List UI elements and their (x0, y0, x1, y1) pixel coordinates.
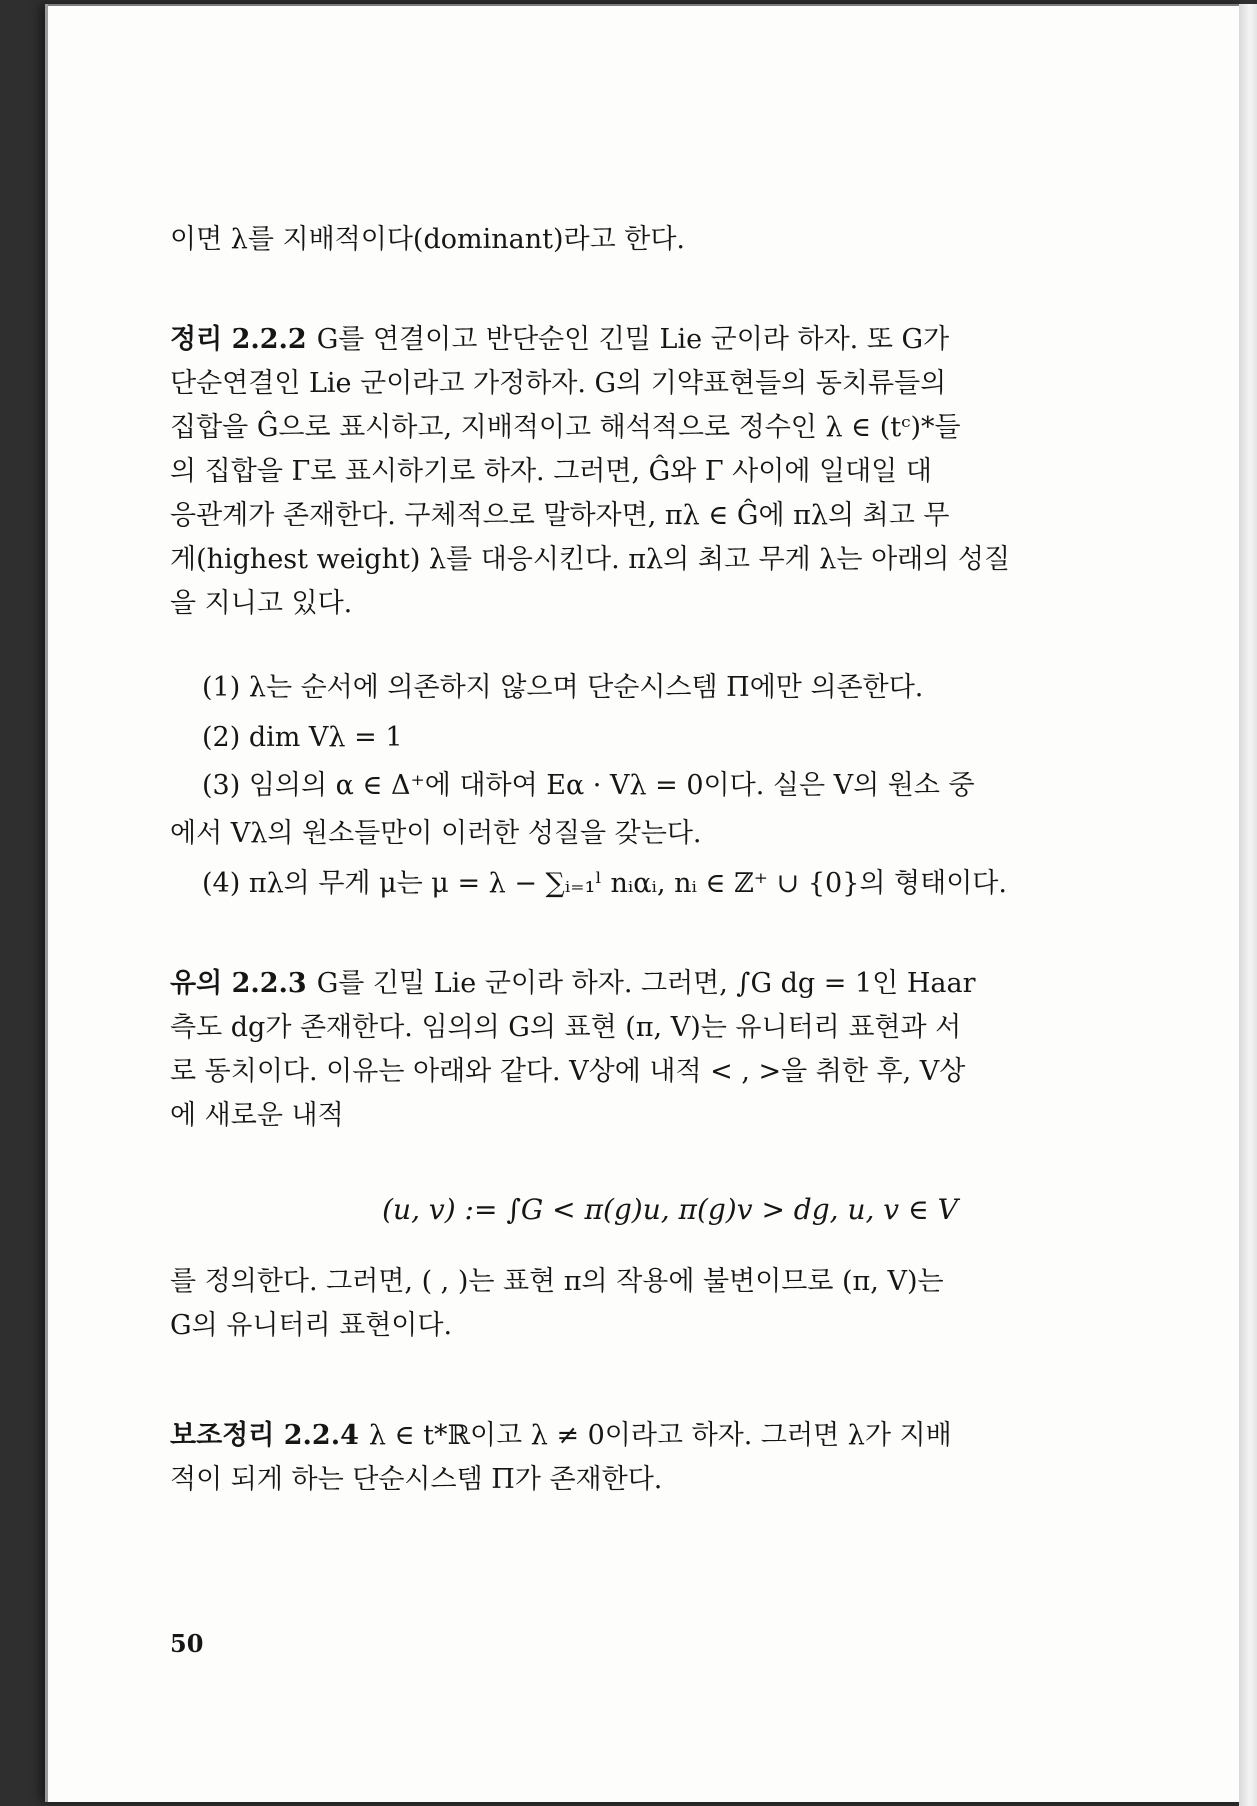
theorem-item-2: (2) dim Vλ = 1 (202, 722, 403, 753)
theorem-line: 응관계가 존재한다. 구체적으로 말하자면, πλ ∈ Ĝ에 πλ의 최고 무 (170, 500, 950, 531)
remark-line: 를 정의한다. 그러면, ( , )는 표현 π의 작용에 불변이므로 (π, V)는 (170, 1266, 944, 1297)
page-edge (1239, 4, 1257, 1806)
inner-product-equation: (u, v) := ∫G < π(g)u, π(g)v > dg, u, v ∈ V (382, 1193, 958, 1226)
remark-line: G를 긴밀 Lie 군이라 하자. 그러면, ∫G dg = 1인 Haar (316, 968, 976, 999)
theorem-item-4: (4) πλ의 무게 μ는 μ = λ − ∑ᵢ₌₁ˡ nᵢαᵢ, nᵢ ∈ ℤ⁺ ∪ {0}의 형태이다. (202, 868, 1007, 899)
remark-2-2-3 (170, 962, 1100, 1138)
theorem-item-3: (3) 임의의 α ∈ Δ⁺에 대하여 Eα · Vλ = 0이다. 실은 V의 원소 중 (202, 770, 975, 801)
lemma-2-2-4 (170, 1414, 1100, 1502)
theorem-line: 집합을 Ĝ으로 표시하고, 지배적이고 해석적으로 정수인 λ ∈ (tᶜ)*들 (170, 412, 961, 443)
remark-label: 유의 2.2.3 (170, 968, 307, 999)
theorem-line: 단순연결인 Lie 군이라고 가정하자. G의 기약표현들의 동치류들의 (170, 368, 947, 399)
theorem-line: 을 지니고 있다. (170, 588, 353, 619)
remark-line: G의 유니터리 표현이다. (170, 1310, 453, 1341)
theorem-line: 의 집합을 Γ로 표시하기로 하자. 그러면, Ĝ와 Γ 사이에 일대일 대 (170, 456, 932, 487)
intro-line: 이면 λ를 지배적이다(dominant)라고 한다. (170, 224, 685, 255)
theorem-label: 정리 2.2.2 (170, 324, 307, 355)
theorem-line: 게(highest weight) λ를 대응시킨다. πλ의 최고 무게 λ는 아래의 성질 (170, 544, 1011, 575)
remark-continuation (170, 1260, 1100, 1348)
remark-line: 로 동치이다. 이유는 아래와 같다. V상에 내적 < , >을 취한 후, V상 (170, 1056, 966, 1087)
page-number: 50 (170, 1629, 204, 1658)
remark-line: 측도 dg가 존재한다. 임의의 G의 표현 (π, V)는 유니터리 표현과 서 (170, 1012, 962, 1043)
theorem-2-2-2 (170, 318, 1100, 626)
lemma-line: λ ∈ t*ℝ이고 λ ≠ 0이라고 하자. 그러면 λ가 지배 (368, 1420, 952, 1451)
lemma-label: 보조정리 2.2.4 (170, 1420, 359, 1451)
theorem-item-1: (1) λ는 순서에 의존하지 않으며 단순시스템 Π에만 의존한다. (202, 672, 924, 703)
remark-line: 에 새로운 내적 (170, 1100, 344, 1131)
lemma-line: 적이 되게 하는 단순시스템 Π가 존재한다. (170, 1464, 663, 1495)
intro-paragraph (170, 218, 1100, 262)
theorem-item-3-cont: 에서 Vλ의 원소들만이 이러한 성질을 갖는다. (170, 818, 702, 849)
theorem-line: G를 연결이고 반단순인 긴밀 Lie 군이라 하자. 또 G가 (316, 324, 950, 355)
